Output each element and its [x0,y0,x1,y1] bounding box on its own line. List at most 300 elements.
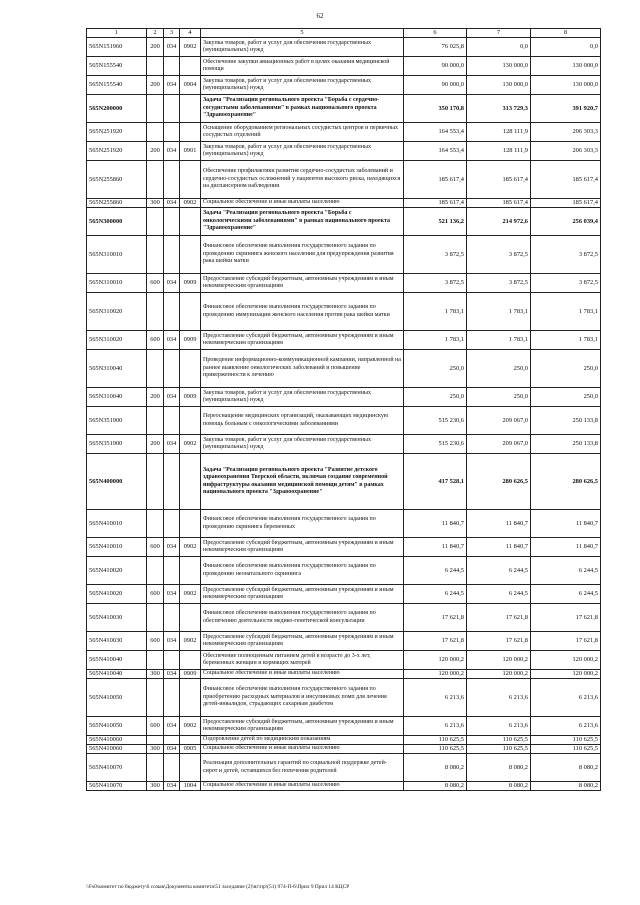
column-4-cell [180,736,201,745]
column-3-cell: 034 [164,782,180,791]
description-cell: Финансовое обеспечение выполнения государственного задания по проведению неонатального скрининга [201,557,404,585]
column-4-cell: 0902 [180,632,201,651]
value-2024-cell: 90 000,0 [404,76,467,95]
column-4-cell [180,754,201,782]
page-number: 62 [316,12,324,20]
table-row [87,782,601,791]
description-cell: Закупка товаров, работ и услуг для обеспечения государственных (муниципальных) нужд [201,142,404,161]
table-row [87,274,601,293]
table-row [87,38,601,57]
value-2024-cell: 3 872,5 [404,236,467,274]
value-2024-cell: 164 553,4 [404,142,467,161]
footer-file-path: \\Fs0\комитет по бюджету\6 созыв\Документы комитета\51 заседание (2)\вг\пр\(51) 974-П-6\Прил 9 Прил 14 КЦСР [86,884,350,890]
column-3-cell: 034 [164,142,180,161]
value-2025-cell: 3 872,5 [467,274,531,293]
column-3-cell [164,736,180,745]
header-cell: 6 [404,29,467,38]
value-2025-cell: 17 621,8 [467,604,531,632]
column-2-cell [147,407,164,435]
value-2024-cell: 8 080,2 [404,754,467,782]
table-row [87,95,601,123]
description-cell: Финансовое обеспечение выполнения государственного задания по проведению иммунизации женского населения против рака шейки матки [201,293,404,331]
column-2-cell: 200 [147,38,164,57]
column-2-cell: 300 [147,782,164,791]
column-2-cell [147,123,164,142]
value-2025-cell: 1 783,1 [467,293,531,331]
value-2025-cell: 120 000,2 [467,651,531,670]
value-2025-cell: 110 625,5 [467,736,531,745]
value-2026-cell: 250,0 [531,350,601,388]
value-2026-cell: 1 783,1 [531,293,601,331]
value-2024-cell: 164 553,4 [404,123,467,142]
value-2026-cell: 250 133,8 [531,407,601,435]
column-2-cell: 300 [147,670,164,679]
code-cell: 565N310010 [87,274,147,293]
value-2025-cell: 128 111,9 [467,142,531,161]
value-2025-cell: 3 872,5 [467,236,531,274]
column-4-cell [180,407,201,435]
value-2026-cell: 6 244,5 [531,557,601,585]
code-cell: 565N410050 [87,679,147,717]
code-cell: 565N410040 [87,651,147,670]
code-cell: 565N310020 [87,293,147,331]
table-row [87,208,601,236]
value-2024-cell: 250,0 [404,388,467,407]
value-2026-cell: 110 625,5 [531,736,601,745]
description-cell: Закупка товаров, работ и услуг для обеспечения государственных (муниципальных) нужд [201,76,404,95]
column-3-cell: 034 [164,388,180,407]
table-row [87,679,601,717]
column-3-cell: 034 [164,76,180,95]
value-2026-cell: 130 000,0 [531,57,601,76]
column-2-cell [147,208,164,236]
value-2026-cell: 110 625,5 [531,745,601,754]
value-2026-cell: 6 213,6 [531,717,601,736]
value-2024-cell: 6 213,6 [404,679,467,717]
value-2025-cell: 185 617,4 [467,199,531,208]
description-cell: Социальное обеспечение и иные выплаты населению [201,670,404,679]
code-cell: 565N200000 [87,95,147,123]
value-2025-cell: 1 783,1 [467,331,531,350]
table-row [87,123,601,142]
code-cell: 565N400000 [87,454,147,510]
table-row [87,236,601,274]
header-cell: 1 [87,29,147,38]
value-2025-cell: 8 080,2 [467,754,531,782]
column-2-cell [147,651,164,670]
value-2025-cell: 110 625,5 [467,745,531,754]
value-2025-cell: 209 067,0 [467,435,531,454]
value-2026-cell: 11 840,7 [531,538,601,557]
value-2026-cell: 17 621,8 [531,604,601,632]
value-2025-cell: 120 000,2 [467,670,531,679]
description-cell: Социальное обеспечение и иные выплаты населению [201,199,404,208]
column-3-cell [164,679,180,717]
column-3-cell [164,350,180,388]
column-2-cell: 200 [147,142,164,161]
column-2-cell [147,236,164,274]
value-2024-cell: 350 170,8 [404,95,467,123]
column-3-cell [164,510,180,538]
column-4-cell: 1004 [180,782,201,791]
description-cell: Предоставление субсидий бюджетным, автономным учреждениям и иным некоммерческим организациям [201,585,404,604]
column-3-cell: 034 [164,331,180,350]
column-3-cell [164,557,180,585]
column-3-cell: 034 [164,274,180,293]
column-4-cell: 0902 [180,717,201,736]
column-3-cell: 034 [164,435,180,454]
description-cell: Оснащение оборудованием региональных сосудистых центров и первичных сосудистых отделений [201,123,404,142]
header-cell: 2 [147,29,164,38]
column-3-cell [164,95,180,123]
code-cell: 565N155540 [87,57,147,76]
description-cell: Закупка товаров, работ и услуг для обеспечения государственных (муниципальных) нужд [201,38,404,57]
table-row [87,651,601,670]
table-row [87,57,601,76]
value-2026-cell: 17 621,8 [531,632,601,651]
description-cell: Обеспечение закупки авиационных работ в целях оказания медицинской помощи [201,57,404,76]
value-2024-cell: 1 783,1 [404,293,467,331]
column-4-cell [180,95,201,123]
value-2025-cell: 8 080,2 [467,782,531,791]
table-header-row [87,29,601,38]
header-cell: 3 [164,29,180,38]
value-2026-cell: 250 133,8 [531,435,601,454]
value-2026-cell: 1 783,1 [531,331,601,350]
column-4-cell [180,293,201,331]
table-row [87,670,601,679]
value-2024-cell: 3 872,5 [404,274,467,293]
description-cell: Финансовое обеспечение выполнения государственного задания по проведению скрининга женского населения для предупреждения развития рака шейки матки [201,236,404,274]
description-cell: Социальное обеспечение и иные выплаты населению [201,745,404,754]
value-2024-cell: 76 025,8 [404,38,467,57]
table-row [87,142,601,161]
column-3-cell [164,123,180,142]
code-cell: 565N300000 [87,208,147,236]
code-cell: 565N155540 [87,76,147,95]
value-2025-cell: 11 840,7 [467,510,531,538]
value-2025-cell: 313 729,3 [467,95,531,123]
table-row [87,538,601,557]
table-row [87,557,601,585]
code-cell: 565N410050 [87,717,147,736]
value-2025-cell: 128 111,9 [467,123,531,142]
column-2-cell: 600 [147,585,164,604]
value-2025-cell: 6 244,5 [467,585,531,604]
column-4-cell: 0909 [180,331,201,350]
value-2025-cell: 6 213,6 [467,717,531,736]
value-2026-cell: 185 617,4 [531,161,601,199]
description-cell: Предоставление субсидий бюджетным, автономным учреждениям и иным некоммерческим организациям [201,331,404,350]
column-4-cell [180,123,201,142]
table-body [87,29,601,791]
code-cell: 565N151960 [87,38,147,57]
column-2-cell [147,557,164,585]
value-2025-cell: 11 840,7 [467,538,531,557]
value-2026-cell: 120 000,2 [531,670,601,679]
code-cell: 565N251920 [87,123,147,142]
header-cell: 5 [201,29,404,38]
column-3-cell [164,293,180,331]
column-3-cell [164,208,180,236]
value-2026-cell: 185 617,4 [531,199,601,208]
table-row [87,161,601,199]
column-4-cell: 0902 [180,435,201,454]
value-2024-cell: 250,0 [404,350,467,388]
column-3-cell [164,57,180,76]
header-cell: 8 [531,29,601,38]
code-cell: 565N351900 [87,435,147,454]
column-4-cell [180,557,201,585]
table-row [87,736,601,745]
code-cell: 565N410040 [87,670,147,679]
value-2026-cell: 0,0 [531,38,601,57]
table-row [87,331,601,350]
value-2026-cell: 6 213,6 [531,679,601,717]
table-row [87,632,601,651]
value-2024-cell: 1 783,1 [404,331,467,350]
table-row [87,717,601,736]
column-2-cell [147,754,164,782]
column-4-cell: 0901 [180,142,201,161]
value-2024-cell: 17 621,8 [404,632,467,651]
description-cell: Финансовое обеспечение выполнения государственного задания по обеспечению деятельности медико-генетической консультации [201,604,404,632]
description-cell: Закупка товаров, работ и услуг для обеспечения государственных (муниципальных) нужд [201,435,404,454]
column-2-cell: 600 [147,717,164,736]
code-cell: 565N410070 [87,754,147,782]
value-2025-cell: 0,0 [467,38,531,57]
column-2-cell [147,510,164,538]
column-2-cell: 300 [147,745,164,754]
value-2025-cell: 280 626,5 [467,454,531,510]
value-2026-cell: 206 303,3 [531,142,601,161]
column-2-cell: 600 [147,538,164,557]
table-row [87,199,601,208]
column-3-cell [164,754,180,782]
table-row [87,388,601,407]
column-2-cell: 200 [147,388,164,407]
table-row [87,350,601,388]
value-2026-cell: 250,0 [531,388,601,407]
description-cell: Предоставление субсидий бюджетным, автономным учреждениям и иным некоммерческим организациям [201,632,404,651]
column-3-cell: 034 [164,538,180,557]
value-2024-cell: 120 000,2 [404,670,467,679]
code-cell: 565N310010 [87,236,147,274]
header-cell: 4 [180,29,201,38]
value-2025-cell: 250,0 [467,350,531,388]
value-2025-cell: 209 067,0 [467,407,531,435]
table-row [87,454,601,510]
code-cell: 565N410020 [87,557,147,585]
value-2026-cell: 6 244,5 [531,585,601,604]
code-cell: 565N255860 [87,199,147,208]
column-3-cell [164,407,180,435]
column-4-cell: 0905 [180,745,201,754]
value-2026-cell: 391 920,7 [531,95,601,123]
column-3-cell [164,161,180,199]
column-4-cell: 0909 [180,388,201,407]
column-2-cell [147,604,164,632]
column-3-cell [164,604,180,632]
column-4-cell: 0902 [180,538,201,557]
column-2-cell: 200 [147,435,164,454]
description-cell: Закупка товаров, работ и услуг для обеспечения государственных (муниципальных) нужд [201,388,404,407]
column-4-cell [180,161,201,199]
code-cell: 565N410060 [87,745,147,754]
description-cell: Финансовое обеспечение выполнения государственного задания по приобретению расходных материалов и инсулиновых помп для лечения детей-инвалидов, страдающих сахарным диабетом [201,679,404,717]
description-cell: Предоставление субсидий бюджетным, автономным учреждениям и иным некоммерческим организациям [201,717,404,736]
value-2024-cell: 6 244,5 [404,557,467,585]
column-2-cell [147,57,164,76]
value-2024-cell: 8 080,2 [404,782,467,791]
value-2024-cell: 515 230,6 [404,435,467,454]
table-row [87,754,601,782]
description-cell: Оздоровление детей по медицинским показаниям [201,736,404,745]
column-3-cell [164,236,180,274]
table-row [87,407,601,435]
description-cell: Обеспечение полноценным питанием детей в возрасте до 3-х лет, беременных женщин и кормящих матерей [201,651,404,670]
column-4-cell: 0909 [180,670,201,679]
column-2-cell [147,736,164,745]
column-2-cell [147,454,164,510]
value-2024-cell: 110 625,5 [404,745,467,754]
column-3-cell: 034 [164,199,180,208]
value-2024-cell: 90 000,0 [404,57,467,76]
value-2026-cell: 206 303,3 [531,123,601,142]
column-3-cell: 034 [164,745,180,754]
column-4-cell [180,454,201,510]
description-cell: Задача "Реализация регионального проекта "Борьба с онкологическими заболеваниями" в рамках национального проекта "Здравоохранение" [201,208,404,236]
value-2024-cell: 120 000,2 [404,651,467,670]
description-cell: Финансовое обеспечение выполнения государственного задания по проведению скрининга беременных [201,510,404,538]
column-4-cell: 0902 [180,199,201,208]
value-2024-cell: 6 213,6 [404,717,467,736]
code-cell: 565N251920 [87,142,147,161]
table-row [87,510,601,538]
value-2024-cell: 110 625,5 [404,736,467,745]
column-4-cell [180,350,201,388]
table-row [87,585,601,604]
value-2025-cell: 214 972,6 [467,208,531,236]
column-2-cell: 300 [147,199,164,208]
description-cell: Реализация дополнительных гарантий по социальной поддержке детей-сирот и детей, оставшихся без попечения родителей [201,754,404,782]
column-4-cell [180,57,201,76]
value-2024-cell: 11 840,7 [404,538,467,557]
code-cell: 565N310040 [87,388,147,407]
header-cell: 7 [467,29,531,38]
table-row [87,745,601,754]
value-2026-cell: 11 840,7 [531,510,601,538]
value-2025-cell: 130 000,0 [467,57,531,76]
value-2024-cell: 185 617,4 [404,161,467,199]
description-cell: Предоставление субсидий бюджетным, автономным учреждениям и иным некоммерческим организациям [201,274,404,293]
column-2-cell: 200 [147,76,164,95]
value-2025-cell: 185 617,4 [467,161,531,199]
column-4-cell: 0902 [180,38,201,57]
description-cell: Переоснащение медицинских организаций, оказывающих медицинскую помощь больным с онкологическими заболеваниями [201,407,404,435]
description-cell: Задача "Реализация регионального проекта "Борьба с сердечно-сосудистыми заболеваниями" в рамках национального проекта "Здравоохранение" [201,95,404,123]
value-2026-cell: 130 000,0 [531,76,601,95]
column-4-cell: 0909 [180,274,201,293]
value-2025-cell: 17 621,8 [467,632,531,651]
value-2024-cell: 6 244,5 [404,585,467,604]
column-4-cell [180,651,201,670]
column-4-cell [180,236,201,274]
value-2025-cell: 130 000,0 [467,76,531,95]
column-4-cell [180,510,201,538]
column-3-cell: 034 [164,585,180,604]
description-cell: Предоставление субсидий бюджетным, автономным учреждениям и иным некоммерческим организациям [201,538,404,557]
value-2025-cell: 250,0 [467,388,531,407]
value-2024-cell: 417 528,1 [404,454,467,510]
column-2-cell: 600 [147,331,164,350]
description-cell: Задача "Реализация регионального проекта "Развитие детского здравоохранения Тверской области, включая создание современной инфраструктуры оказания медицинской помощи детям" в рамках национального проекта "Здравоохранение" [201,454,404,510]
column-4-cell: 0904 [180,76,201,95]
description-cell: Социальное обеспечение и иные выплаты населению [201,782,404,791]
code-cell: 565N410010 [87,538,147,557]
column-2-cell [147,293,164,331]
code-cell: 565N310040 [87,350,147,388]
value-2026-cell: 8 080,2 [531,754,601,782]
column-2-cell [147,161,164,199]
code-cell: 565N410060 [87,736,147,745]
column-3-cell: 034 [164,632,180,651]
code-cell: 565N410020 [87,585,147,604]
code-cell: 565N351900 [87,407,147,435]
value-2024-cell: 521 136,2 [404,208,467,236]
value-2025-cell: 6 244,5 [467,557,531,585]
value-2026-cell: 3 872,5 [531,236,601,274]
table-row [87,604,601,632]
budget-table [86,28,601,791]
code-cell: 565N255860 [87,161,147,199]
table-row [87,293,601,331]
value-2024-cell: 515 230,6 [404,407,467,435]
column-4-cell [180,604,201,632]
description-cell: Обеспечение профилактики развития сердечно-сосудистых заболеваний и сердечно-сосудистых осложнений у пациентов высокого риска, находящихся на диспансерном наблюдении [201,161,404,199]
code-cell: 565N410030 [87,604,147,632]
code-cell: 565N410010 [87,510,147,538]
column-3-cell: 034 [164,670,180,679]
value-2026-cell: 3 872,5 [531,274,601,293]
value-2024-cell: 185 617,4 [404,199,467,208]
column-2-cell: 600 [147,274,164,293]
code-cell: 565N310020 [87,331,147,350]
value-2026-cell: 280 626,5 [531,454,601,510]
description-cell: Проведение информационно-коммуникационной кампании, направленной на раннее выявление онкологических заболеваний и повышение приверженности к лечению [201,350,404,388]
table-row [87,76,601,95]
value-2024-cell: 11 840,7 [404,510,467,538]
column-2-cell [147,679,164,717]
value-2026-cell: 120 000,2 [531,651,601,670]
column-3-cell [164,651,180,670]
column-2-cell [147,350,164,388]
column-4-cell: 0902 [180,585,201,604]
value-2025-cell: 6 213,6 [467,679,531,717]
code-cell: 565N410070 [87,782,147,791]
column-3-cell [164,454,180,510]
column-4-cell [180,208,201,236]
column-2-cell: 600 [147,632,164,651]
column-3-cell: 034 [164,717,180,736]
code-cell: 565N410030 [87,632,147,651]
table-row [87,435,601,454]
value-2026-cell: 8 080,2 [531,782,601,791]
column-4-cell [180,679,201,717]
value-2024-cell: 17 621,8 [404,604,467,632]
value-2026-cell: 256 039,4 [531,208,601,236]
column-3-cell: 034 [164,38,180,57]
